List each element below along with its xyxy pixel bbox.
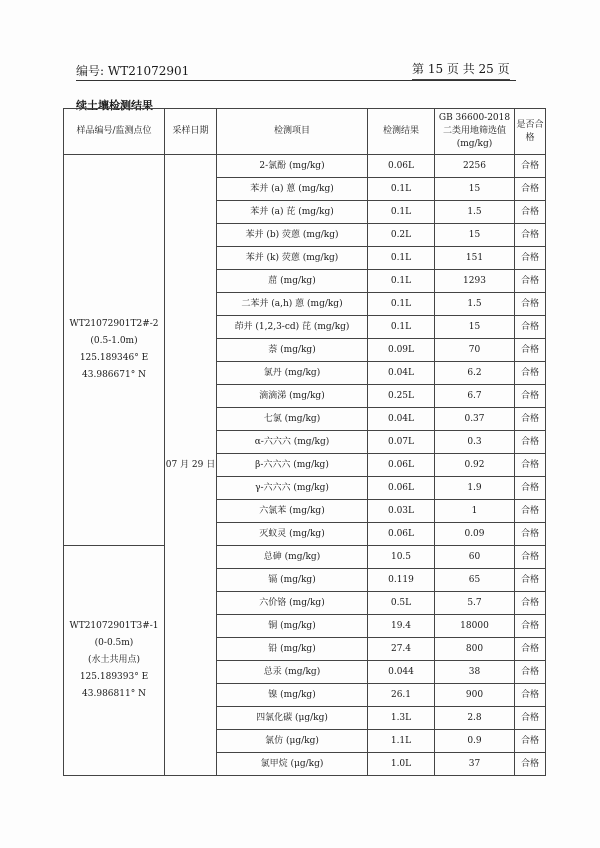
sample-location-line: 125.189393° E <box>79 672 149 682</box>
test-item-cell: 苯并 (a) 芘 (mg/kg) <box>217 201 368 224</box>
sample-location-cell <box>64 155 165 546</box>
test-item-cell: 七氯 (mg/kg) <box>217 408 368 431</box>
pass-cell: 合格 <box>515 385 546 408</box>
screening-value-cell: 15 <box>435 224 515 247</box>
test-item-cell: 茚并 (1,2,3-cd) 芘 (mg/kg) <box>217 316 368 339</box>
test-result-cell: 0.09L <box>368 339 435 362</box>
screening-value-cell: 37 <box>435 753 515 776</box>
header-divider <box>76 80 516 81</box>
screening-value-cell: 151 <box>435 247 515 270</box>
test-item-cell: 六价铬 (mg/kg) <box>217 592 368 615</box>
header-test-item: 检测项目 <box>217 109 368 155</box>
screening-value-cell: 70 <box>435 339 515 362</box>
pass-cell: 合格 <box>515 178 546 201</box>
test-item-cell: 总汞 (mg/kg) <box>217 661 368 684</box>
test-result-cell: 26.1 <box>368 684 435 707</box>
header-screening-value: GB 36600-2018 二类用地筛选值 (mg/kg) <box>435 109 515 155</box>
test-result-cell: 0.04L <box>368 408 435 431</box>
test-item-cell: 苯并 (a) 蒽 (mg/kg) <box>217 178 368 201</box>
test-item-cell: 滴滴涕 (mg/kg) <box>217 385 368 408</box>
pass-cell: 合格 <box>515 316 546 339</box>
test-result-cell: 0.1L <box>368 293 435 316</box>
pass-cell: 合格 <box>515 408 546 431</box>
pass-cell: 合格 <box>515 546 546 569</box>
test-result-cell: 0.06L <box>368 523 435 546</box>
page-indicator: 第 15 页 共 25 页 <box>412 60 510 80</box>
pass-cell: 合格 <box>515 523 546 546</box>
sample-location-line: (0.5-1.0m) <box>90 336 138 346</box>
test-item-cell: γ-六六六 (mg/kg) <box>217 477 368 500</box>
test-result-cell: 0.06L <box>368 155 435 178</box>
screening-value-cell: 18000 <box>435 615 515 638</box>
screening-value-cell: 0.3 <box>435 431 515 454</box>
test-result-cell: 0.119 <box>368 569 435 592</box>
test-item-cell: β-六六六 (mg/kg) <box>217 454 368 477</box>
soil-results-table <box>63 108 546 776</box>
test-item-cell: 二苯并 (a,h) 蒽 (mg/kg) <box>217 293 368 316</box>
pass-cell: 合格 <box>515 247 546 270</box>
test-item-cell: 苯并 (b) 荧蒽 (mg/kg) <box>217 224 368 247</box>
screening-value-cell: 2256 <box>435 155 515 178</box>
screening-value-cell: 15 <box>435 178 515 201</box>
screening-value-cell: 15 <box>435 316 515 339</box>
pass-cell: 合格 <box>515 201 546 224</box>
test-result-cell: 1.0L <box>368 753 435 776</box>
pass-cell: 合格 <box>515 500 546 523</box>
test-result-cell: 1.1L <box>368 730 435 753</box>
screening-value-cell: 0.92 <box>435 454 515 477</box>
test-item-cell: 氯甲烷 (μg/kg) <box>217 753 368 776</box>
pass-cell: 合格 <box>515 477 546 500</box>
screening-value-cell: 65 <box>435 569 515 592</box>
test-result-cell: 0.06L <box>368 454 435 477</box>
pass-cell: 合格 <box>515 224 546 247</box>
screening-value-cell: 1.9 <box>435 477 515 500</box>
screening-value-cell: 2.8 <box>435 707 515 730</box>
test-item-cell: 六氯苯 (mg/kg) <box>217 500 368 523</box>
screening-value-cell: 60 <box>435 546 515 569</box>
pass-cell: 合格 <box>515 155 546 178</box>
screening-value-cell: 6.2 <box>435 362 515 385</box>
test-result-cell: 0.1L <box>368 270 435 293</box>
test-item-cell: 镉 (mg/kg) <box>217 569 368 592</box>
test-result-cell: 0.1L <box>368 316 435 339</box>
screening-value-cell: 1.5 <box>435 201 515 224</box>
sample-location-line: 125.189346° E <box>79 353 149 363</box>
test-result-cell: 0.044 <box>368 661 435 684</box>
pass-cell: 合格 <box>515 730 546 753</box>
test-result-cell: 1.3L <box>368 707 435 730</box>
pass-cell: 合格 <box>515 661 546 684</box>
sample-location-line: (水土共用点) <box>87 655 141 665</box>
table-row <box>64 546 546 569</box>
pass-cell: 合格 <box>515 569 546 592</box>
test-item-cell: 镍 (mg/kg) <box>217 684 368 707</box>
header-test-result: 检测结果 <box>368 109 435 155</box>
pass-cell: 合格 <box>515 431 546 454</box>
pass-cell: 合格 <box>515 270 546 293</box>
screening-value-cell: 800 <box>435 638 515 661</box>
screening-value-cell: 1 <box>435 500 515 523</box>
pass-cell: 合格 <box>515 615 546 638</box>
pass-cell: 合格 <box>515 707 546 730</box>
test-result-cell: 0.07L <box>368 431 435 454</box>
screening-value-cell: 6.7 <box>435 385 515 408</box>
screening-value-cell: 38 <box>435 661 515 684</box>
pass-cell: 合格 <box>515 684 546 707</box>
header-sampling-date: 采样日期 <box>165 109 217 155</box>
test-result-cell: 0.1L <box>368 201 435 224</box>
test-item-cell: 氯丹 (mg/kg) <box>217 362 368 385</box>
test-item-cell: 铅 (mg/kg) <box>217 638 368 661</box>
test-item-cell: 2-氯酚 (mg/kg) <box>217 155 368 178</box>
test-item-cell: 四氯化碳 (μg/kg) <box>217 707 368 730</box>
test-result-cell: 27.4 <box>368 638 435 661</box>
test-result-cell: 0.06L <box>368 477 435 500</box>
test-item-cell: 氯仿 (μg/kg) <box>217 730 368 753</box>
test-item-cell: 总砷 (mg/kg) <box>217 546 368 569</box>
pass-cell: 合格 <box>515 454 546 477</box>
screening-value-cell: 0.09 <box>435 523 515 546</box>
test-result-cell: 0.25L <box>368 385 435 408</box>
screening-value-cell: 1293 <box>435 270 515 293</box>
test-result-cell: 0.03L <box>368 500 435 523</box>
test-result-cell: 10.5 <box>368 546 435 569</box>
screening-value-cell: 0.37 <box>435 408 515 431</box>
sample-location-line: 43.986811° N <box>82 689 146 699</box>
header-pass: 是否合格 <box>515 109 546 155</box>
test-item-cell: 萘 (mg/kg) <box>217 339 368 362</box>
test-result-cell: 0.04L <box>368 362 435 385</box>
test-result-cell: 19.4 <box>368 615 435 638</box>
sample-location-line: WT21072901T2#-2 <box>69 319 159 329</box>
pass-cell: 合格 <box>515 592 546 615</box>
screening-value-cell: 1.5 <box>435 293 515 316</box>
test-item-cell: α-六六六 (mg/kg) <box>217 431 368 454</box>
test-item-cell: 苯并 (k) 荧蒽 (mg/kg) <box>217 247 368 270</box>
test-result-cell: 0.2L <box>368 224 435 247</box>
sampling-date-cell: 07 月 29 日 <box>165 155 217 776</box>
sample-location-line: 43.986671° N <box>82 370 146 380</box>
table-row <box>64 155 546 178</box>
pass-cell: 合格 <box>515 362 546 385</box>
test-item-cell: 䓛 (mg/kg) <box>217 270 368 293</box>
sample-location-line: WT21072901T3#-1 <box>69 621 159 631</box>
test-result-cell: 0.1L <box>368 178 435 201</box>
pass-cell: 合格 <box>515 638 546 661</box>
sample-location-cell <box>64 546 165 776</box>
screening-value-cell: 900 <box>435 684 515 707</box>
test-result-cell: 0.1L <box>368 247 435 270</box>
pass-cell: 合格 <box>515 339 546 362</box>
section-title: 续土壤检测结果 <box>76 99 153 112</box>
screening-value-cell: 5.7 <box>435 592 515 615</box>
pass-cell: 合格 <box>515 293 546 316</box>
report-number: 编号: WT21072901 <box>76 64 190 78</box>
header-sample-location: 样品编号/监测点位 <box>64 109 165 155</box>
table-body <box>64 155 546 776</box>
test-item-cell: 灭蚁灵 (mg/kg) <box>217 523 368 546</box>
table-header-row <box>64 109 546 155</box>
pass-cell: 合格 <box>515 753 546 776</box>
test-item-cell: 铜 (mg/kg) <box>217 615 368 638</box>
test-result-cell: 0.5L <box>368 592 435 615</box>
sample-location-line: (0-0.5m) <box>94 638 134 648</box>
screening-value-cell: 0.9 <box>435 730 515 753</box>
